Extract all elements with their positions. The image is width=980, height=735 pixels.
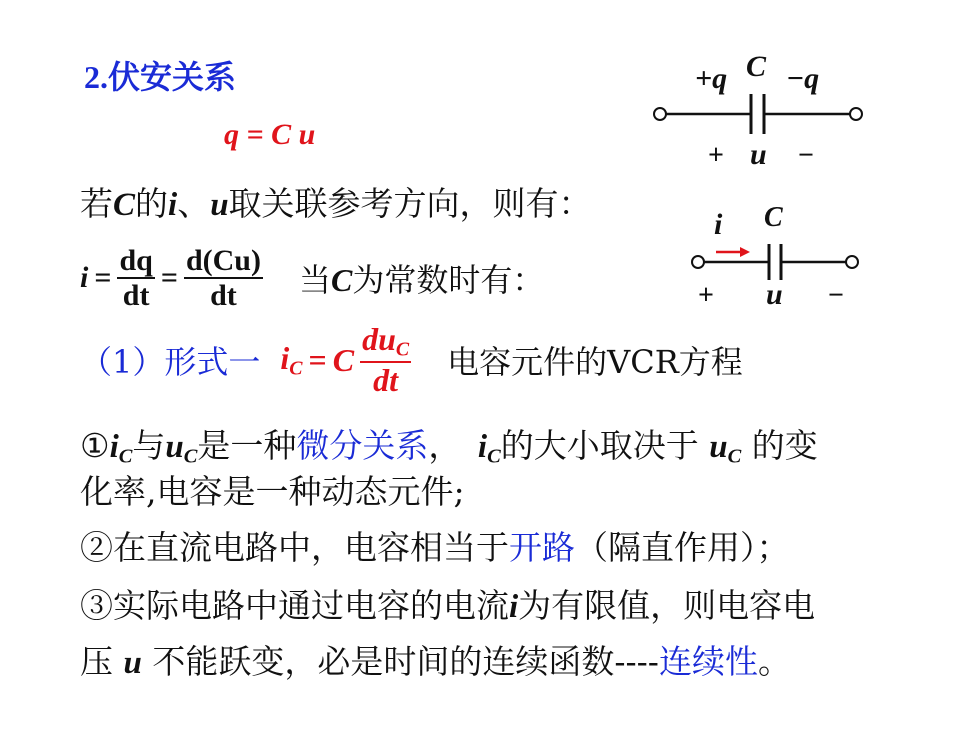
text: 的 xyxy=(135,184,169,223)
minus-sign: − xyxy=(828,280,844,311)
denominator: dt xyxy=(373,362,399,399)
minus-sign: − xyxy=(798,140,814,171)
var-C: C xyxy=(113,187,136,223)
vcr-description: 电容元件的VCR方程 xyxy=(447,343,743,382)
text: 若 xyxy=(80,184,113,223)
point-1-line-1 xyxy=(80,420,818,469)
var-iC: $i_C$ xyxy=(477,429,501,468)
plus-sign: + xyxy=(698,280,714,311)
point-1-line-2: 化率,电容是一种动态元件; xyxy=(80,472,465,511)
var-uC: $u_C$ xyxy=(165,429,198,468)
var-iC: $i_C$ xyxy=(109,429,133,468)
var-u: u xyxy=(123,645,142,681)
point-3-line-2 xyxy=(80,636,791,683)
text: 为有限值，则电容电 xyxy=(518,586,816,625)
denominator: dt xyxy=(122,279,150,312)
equals: = xyxy=(160,261,178,294)
capacitance-label: C xyxy=(746,50,767,83)
current-label: i xyxy=(714,208,723,241)
form-label: （1）形式一 xyxy=(80,343,261,382)
text: ， xyxy=(428,426,462,465)
text: （隔直作用）； xyxy=(575,528,790,567)
var-i: i xyxy=(168,187,178,223)
point-3-line-1 xyxy=(80,580,815,627)
equals: = xyxy=(308,341,327,378)
form-one-line xyxy=(80,322,743,399)
voltage-label: u xyxy=(766,278,783,311)
var-C: C xyxy=(330,262,353,298)
capacitor-diagram-2 xyxy=(680,200,880,320)
text: 为常数时有： xyxy=(352,261,545,299)
text: ① xyxy=(80,426,110,465)
highlight-continuity: 连续性 xyxy=(658,642,758,681)
var-uC: $u_C$ xyxy=(709,429,742,468)
text: 是一种 xyxy=(197,426,297,465)
plus-sign: + xyxy=(708,140,724,171)
var-u: u xyxy=(210,187,229,223)
text: 的变 xyxy=(751,426,818,465)
fraction-dcu-dt xyxy=(184,244,263,312)
current-equation xyxy=(80,244,544,312)
text: 压 xyxy=(80,642,113,681)
text: 当 xyxy=(298,261,331,299)
plus-q-label: +q xyxy=(695,62,728,95)
capacitance-label: C xyxy=(764,202,783,233)
text: 与 xyxy=(132,426,166,465)
var-i: i xyxy=(80,261,89,294)
text: 不能跃变，必是时间的连续函数---- xyxy=(152,642,659,681)
text: 取关联参考方向，则有： xyxy=(228,184,592,223)
voltage-label: u xyxy=(750,138,767,171)
numerator: d(Cu) xyxy=(185,244,261,277)
text: 的大小取决于 xyxy=(500,426,699,465)
highlight-open-circuit: 开路 xyxy=(509,528,575,567)
charge-formula: q = C u xyxy=(224,118,316,151)
text: 。 xyxy=(757,642,791,681)
denominator: dt xyxy=(210,279,237,312)
text: ③实际电路中通过电容的电流 xyxy=(80,586,509,625)
numerator: dq xyxy=(119,244,153,277)
lhs-iC: $i_C$ xyxy=(280,340,303,380)
highlight-differential: 微分关系 xyxy=(296,426,429,465)
var-i: i xyxy=(509,589,519,625)
capacitor-diagram-1 xyxy=(640,50,880,180)
text: ②在直流电路中，电容相当于 xyxy=(80,528,509,567)
point-2-line xyxy=(80,522,790,569)
equals: = xyxy=(94,261,112,294)
numerator: $du_C$ xyxy=(360,322,411,363)
text: 、 xyxy=(177,184,211,223)
associated-direction-line xyxy=(80,178,592,225)
fraction-dq-dt xyxy=(117,244,154,312)
section-heading: 2.伏安关系 xyxy=(84,59,237,95)
fraction-duC-dt xyxy=(360,322,411,399)
minus-q-label: −q xyxy=(786,62,820,95)
var-C: C xyxy=(332,341,355,378)
constant-note xyxy=(299,255,544,301)
